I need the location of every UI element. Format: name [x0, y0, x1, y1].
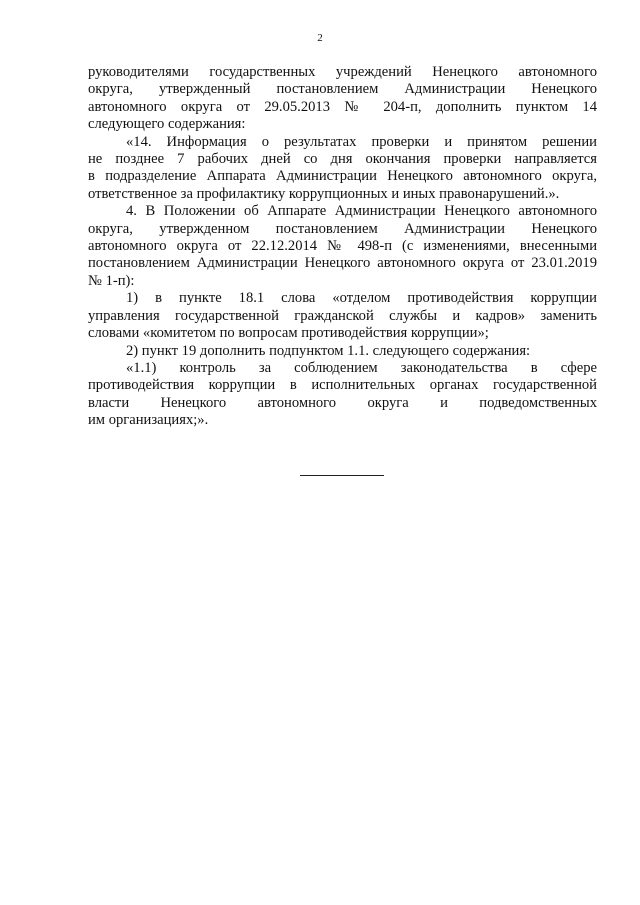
text-line: автономного округа от 22.12.2014 № 498-п (с изменениями, внесенными [88, 238, 597, 255]
text-line: руководителями государственных учреждений Ненецкого автономного [88, 64, 597, 80]
text-line: ответственное за профилактику коррупционных и иных правонарушений.». [88, 185, 560, 202]
text-line: округа, утвержденный постановлением Администрации Ненецкого [88, 81, 597, 98]
text-line: следующего содержания: [88, 116, 246, 133]
text-line: противодействия коррупции в исполнительных органах государственной [88, 377, 597, 394]
text-line: им организациях;». [88, 412, 209, 429]
text-line: управления государственной гражданской службы и кадров» заменить [88, 307, 597, 324]
text-line: словами «комитетом по вопросам противодействия коррупции»; [88, 325, 489, 342]
text-line: № 1-п): [88, 272, 135, 289]
text-line: 2) пункт 19 дополнить подпунктом 1.1. следующего содержания: [126, 342, 531, 359]
text-line: 1) в пункте 18.1 слова «отделом противодействия коррупции [126, 290, 597, 307]
paragraph-subitem-2 [88, 343, 597, 360]
paragraph-item-14 [88, 134, 597, 204]
paragraph-section-4 [88, 203, 597, 290]
page-number: 2 [317, 32, 323, 44]
paragraph-continuation [88, 64, 597, 134]
text-line: 4. В Положении об Аппарате Администрации Ненецкого автономного [126, 203, 597, 220]
paragraph-subitem-1 [88, 290, 597, 342]
text-line: «14. Информация о результатах проверки и принятом решении [126, 133, 597, 150]
text-line: автономного округа от 29.05.2013 № 204-п, дополнить пунктом 14 [88, 98, 597, 115]
text-line: «1.1) контроль за соблюдением законодательства в сфере [126, 359, 597, 376]
document-body [88, 64, 597, 430]
text-line: власти Ненецкого автономного округа и подведомственных [88, 394, 597, 411]
text-line: не позднее 7 рабочих дней со дня окончания проверки направляется [88, 151, 597, 168]
text-line: округа, утвержденном постановлением Администрации Ненецкого [88, 220, 597, 237]
text-line: в подразделение Аппарата Администрации Ненецкого автономного округа, [88, 168, 597, 185]
text-line: постановлением Администрации Ненецкого автономного округа от 23.01.2019 [88, 255, 597, 272]
end-separator-line [300, 475, 384, 476]
paragraph-subitem-1-1 [88, 360, 597, 430]
